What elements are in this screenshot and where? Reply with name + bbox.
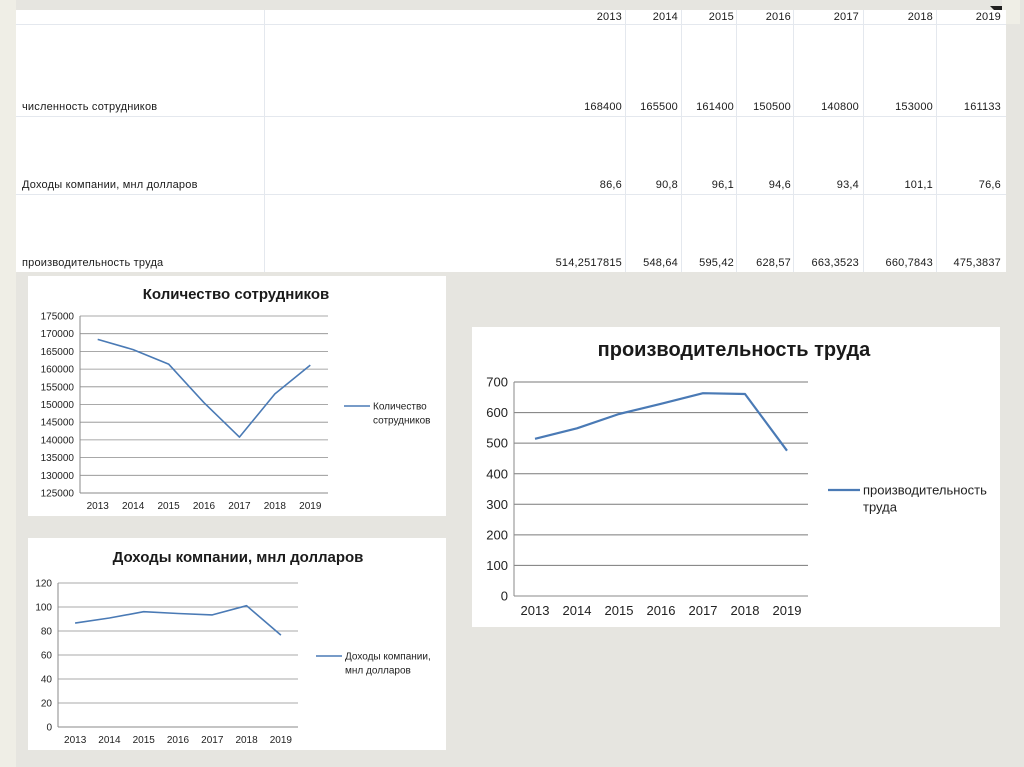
table-column-divider <box>681 10 682 272</box>
y-tick-label: 0 <box>46 722 52 734</box>
table-cell: 94,6 <box>768 179 791 191</box>
table-cell: 93,4 <box>836 179 859 191</box>
y-tick-label: 300 <box>486 496 508 512</box>
table-cell: 628,57 <box>756 257 791 269</box>
table-cell: 101,1 <box>904 179 933 191</box>
table-row-label: Доходы компании, мнл долларов <box>22 179 198 191</box>
chart-title: производительность труда <box>597 339 871 361</box>
x-tick-label: 2018 <box>730 603 760 618</box>
chart-title: Доходы компании, мнл долларов <box>112 549 364 566</box>
x-tick-label: 2017 <box>688 603 718 618</box>
x-tick-label: 2019 <box>269 735 292 746</box>
y-tick-label: 175000 <box>40 311 74 323</box>
legend-label: производительность <box>863 482 987 498</box>
y-tick-label: 600 <box>486 405 508 421</box>
chart-svg <box>28 538 446 750</box>
x-tick-label: 2017 <box>201 735 224 746</box>
y-tick-label: 200 <box>486 527 508 543</box>
y-tick-label: 125000 <box>40 488 74 500</box>
table-column-divider <box>264 10 265 272</box>
x-tick-label: 2019 <box>299 501 322 512</box>
legend-label: сотрудников <box>373 415 431 427</box>
x-tick-label: 2015 <box>604 603 634 618</box>
table-column-divider <box>936 10 937 272</box>
x-tick-label: 2013 <box>520 603 550 618</box>
table-cell: 140800 <box>821 101 859 113</box>
table-cell: 96,1 <box>711 179 734 191</box>
table-row-divider <box>16 116 1006 117</box>
table-cell: 86,6 <box>599 179 622 191</box>
x-tick-label: 2018 <box>235 735 258 746</box>
table-row-divider <box>16 24 1006 25</box>
legend-label: Количество <box>373 401 427 413</box>
table-cell: 161400 <box>696 101 734 113</box>
table-cell: 595,42 <box>699 257 734 269</box>
y-tick-label: 700 <box>486 374 508 390</box>
data-table <box>16 10 1006 272</box>
table-header-year: 2016 <box>765 11 791 23</box>
y-tick-label: 150000 <box>40 400 74 411</box>
table-column-divider <box>863 10 864 272</box>
y-tick-label: 155000 <box>40 382 74 394</box>
y-tick-label: 100 <box>35 602 52 614</box>
chart-title: Количество сотрудников <box>142 286 330 303</box>
table-cell: 663,3523 <box>811 257 859 269</box>
table-row-label: производительность труда <box>22 257 164 269</box>
table-cell: 161133 <box>963 101 1001 113</box>
y-tick-label: 160000 <box>40 364 74 376</box>
x-tick-label: 2013 <box>86 501 109 512</box>
table-header-year: 2017 <box>833 11 859 23</box>
legend-label: мнл долларов <box>345 665 411 677</box>
table-header-year: 2019 <box>975 11 1001 23</box>
y-tick-label: 130000 <box>40 470 74 482</box>
table-cell: 153000 <box>895 101 933 113</box>
x-tick-label: 2016 <box>166 735 190 746</box>
table-header-year: 2013 <box>596 11 622 23</box>
chart-svg <box>28 276 446 516</box>
x-tick-label: 2015 <box>132 735 155 746</box>
y-tick-label: 140000 <box>40 435 74 447</box>
y-tick-label: 0 <box>500 588 508 604</box>
table-cell: 165500 <box>640 101 678 113</box>
y-tick-label: 500 <box>486 435 508 451</box>
x-tick-label: 2019 <box>772 603 802 618</box>
table-header-year: 2014 <box>652 11 678 23</box>
table-cell: 475,3837 <box>953 257 1001 269</box>
y-tick-label: 120 <box>35 578 52 590</box>
x-tick-label: 2014 <box>562 603 592 618</box>
y-tick-label: 60 <box>40 650 52 662</box>
table-header-year: 2018 <box>907 11 933 23</box>
table-column-divider <box>625 10 626 272</box>
y-tick-label: 20 <box>40 698 52 710</box>
y-tick-label: 165000 <box>40 346 74 358</box>
x-tick-label: 2014 <box>122 501 145 512</box>
x-tick-label: 2016 <box>192 501 216 512</box>
table-cell: 150500 <box>753 101 791 113</box>
legend-label: Доходы компании, <box>345 651 431 663</box>
series-line <box>535 393 787 451</box>
y-tick-label: 145000 <box>40 417 74 429</box>
chart-productivity <box>472 327 1000 627</box>
chart-svg <box>472 327 1000 627</box>
y-tick-label: 40 <box>40 674 52 686</box>
y-tick-label: 135000 <box>40 453 74 465</box>
y-tick-label: 80 <box>40 626 52 638</box>
table-cell: 168400 <box>584 101 622 113</box>
y-tick-label: 100 <box>486 557 508 573</box>
table-column-divider <box>793 10 794 272</box>
table-cell: 76,6 <box>978 179 1001 191</box>
table-cell: 514,2517815 <box>555 257 622 269</box>
slide-left-border <box>0 0 16 767</box>
x-tick-label: 2013 <box>64 735 87 746</box>
table-row-label: численность сотрудников <box>22 101 158 113</box>
x-tick-label: 2014 <box>98 735 121 746</box>
x-tick-label: 2017 <box>228 501 251 512</box>
x-tick-label: 2015 <box>157 501 180 512</box>
chart-revenue <box>28 538 446 750</box>
table-header-year: 2015 <box>708 11 734 23</box>
table-row-divider <box>16 194 1006 195</box>
y-tick-label: 400 <box>486 466 508 482</box>
table-column-divider <box>736 10 737 272</box>
x-tick-label: 2018 <box>263 501 286 512</box>
table-cell: 90,8 <box>655 179 678 191</box>
table-cell: 660,7843 <box>885 257 933 269</box>
x-tick-label: 2016 <box>646 603 676 618</box>
table-cell: 548,64 <box>643 257 678 269</box>
y-tick-label: 170000 <box>40 329 74 341</box>
chart-employees <box>28 276 446 516</box>
legend-label: труда <box>863 499 897 515</box>
